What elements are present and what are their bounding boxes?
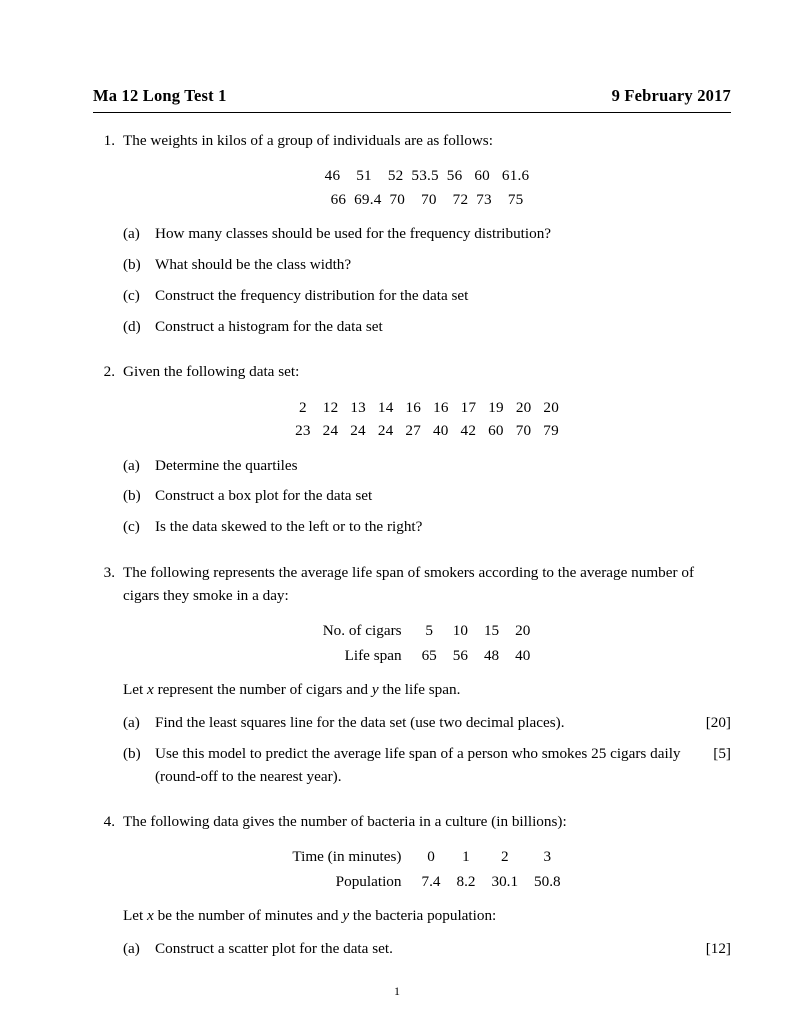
subpart-body: Construct a scatter plot for the data set. [155,940,393,958]
variable-y: y [342,907,350,925]
cell: 0 [427,848,435,866]
cell: 3 [543,848,552,866]
marks-badge: [20] [705,713,731,731]
data-table [123,619,731,668]
subpart-list [123,712,731,788]
data-table [123,845,731,894]
subpart-item [123,712,731,735]
subpart-text: How many classes should be used for the frequency distribution? [155,225,552,243]
row-label: Time (in minutes) [292,848,402,866]
problem-stem: The following represents the average life span of smokers according to the average number of cigars they smoke in a day: [123,564,694,605]
row-label: Population [335,872,402,890]
subpart-item [123,516,731,539]
note-mid: represent the number of cigars and [153,680,372,698]
note-after: the life span. [378,680,461,698]
subpart-item [123,485,731,508]
marks-badge: [12] [705,940,731,958]
note-before: Let [123,907,148,925]
subpart-label: (b) [123,487,141,505]
table-row [316,644,539,668]
data-block [123,396,731,443]
row-label: Life span [344,646,402,664]
subpart-item [123,254,731,277]
cell: 7.4 [421,872,441,890]
problem-number: 1. [103,132,115,149]
subpart-list [123,223,731,338]
subpart-item [123,223,731,246]
page-footer [0,984,794,999]
data-row: 66 69.4 70 70 72 73 75 [330,190,524,208]
problem-item [93,810,731,969]
document-title: Ma 12 Long Test 1 [93,86,227,105]
note-after: the bacteria population: [349,907,497,925]
variable-note [123,904,731,927]
variable-x: x [147,680,154,698]
row-label: No. of cigars [322,622,402,640]
variable-y: y [371,680,379,698]
spacer [93,798,731,810]
subpart-label: (b) [123,256,141,274]
subpart-label: (a) [123,940,140,958]
subpart-text: Is the data skewed to the left or to the right? [155,518,423,536]
subpart-item [123,938,731,961]
subpart-label: (b) [123,744,141,762]
cell: 1 [462,848,470,866]
cell: 65 [421,646,437,664]
problem-item [93,360,731,547]
problem-list [93,129,731,969]
subpart-list [123,938,731,961]
subpart-text: Construct the frequency distribution for the data set [155,286,469,304]
subpart-label: (a) [123,225,140,243]
marks-badge: [5] [713,744,731,762]
subpart-text: Construct a box plot for the data set [155,487,373,505]
subpart-item [123,455,731,478]
subpart-body: Find the least squares line for the data set (use two decimal places). [155,713,565,731]
cell: 30.1 [491,872,519,890]
note-before: Let [123,680,148,698]
problem-number: 2. [103,363,115,381]
subpart-text [155,938,731,961]
subpart-list [123,455,731,539]
subpart-text [155,712,731,735]
document-date: 9 February 2017 [611,86,731,105]
cell: 40 [515,646,531,664]
cell: 48 [483,646,500,664]
variable-note [123,678,731,701]
subpart-label: (a) [123,456,140,474]
subpart-label: (a) [123,713,140,731]
table-row [285,870,568,894]
subpart-label: (d) [123,317,141,335]
subpart-label: (c) [123,286,140,304]
problem-stem: The weights in kilos of a group of individuals are as follows: [123,132,493,149]
document-body [93,86,731,971]
cell: 15 [483,622,500,640]
cell: 5 [425,622,433,640]
data-row: 2 12 13 14 16 16 17 19 20 20 [295,398,559,416]
problem-body [123,810,731,969]
table-row [316,619,539,643]
cell: 8.2 [456,872,476,890]
page-number: 1 [394,984,400,998]
cell: 10 [452,622,468,640]
problem-number: 4. [103,813,115,831]
problem-body [123,360,731,547]
data-row: 23 24 24 24 27 40 42 60 70 79 [295,422,559,440]
problem-item [93,561,731,796]
subpart-text: Construct a histogram for the data set [155,317,383,335]
problem-item [93,129,731,346]
subpart-item [123,743,731,789]
note-mid: be the number of minutes and [153,907,343,925]
subpart-body: Use this model to predict the average life span of a person who smokes 25 cigars daily (round-off to the nearest year). [155,744,681,785]
subpart-item [123,316,731,339]
cell: 56 [452,646,468,664]
spacer [93,549,731,561]
document-header [93,86,731,113]
cell: 2 [500,848,509,866]
cigars-lifespan-table [316,619,539,668]
data-row: 46 51 52 53.5 56 60 61.6 [324,167,530,185]
subpart-text: What should be the class width? [155,256,352,274]
problem-stem: The following data gives the number of bacteria in a culture (in billions): [123,813,567,831]
bacteria-table [285,845,568,894]
spacer [93,348,731,360]
problem-body [123,129,731,346]
subpart-label: (c) [123,518,140,536]
table-row [285,845,568,869]
cell: 50.8 [534,872,561,890]
problem-stem: Given the following data set: [123,363,300,381]
subpart-item [123,285,731,308]
subpart-text: Determine the quartiles [155,456,298,474]
problem-number: 3. [103,564,115,582]
cell: 20 [515,622,531,640]
variable-x: x [147,907,154,925]
subpart-text [155,743,731,789]
data-block [123,164,731,211]
problem-body [123,561,731,796]
